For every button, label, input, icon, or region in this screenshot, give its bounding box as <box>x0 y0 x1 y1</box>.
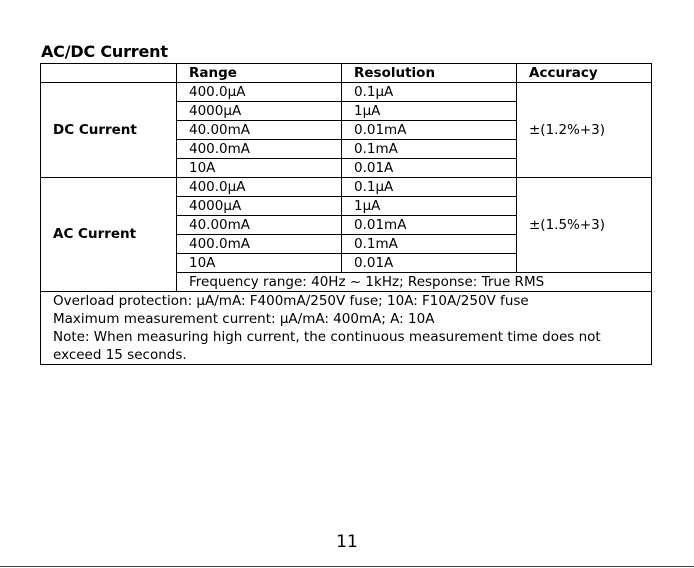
range-cell: 10A <box>177 159 342 178</box>
table-row <box>41 178 652 197</box>
range-cell: 400.0mA <box>177 235 342 254</box>
ac-accuracy: ±(1.5%+3) <box>517 178 652 273</box>
resolution-cell: 0.1μA <box>342 178 517 197</box>
resolution-cell: 0.01A <box>342 159 517 178</box>
overload-protection-note: Overload protection: μA/mA: F400mA/250V fuse; 10A: F10A/250V fuse <box>53 293 529 309</box>
range-cell: 4000μA <box>177 102 342 121</box>
table-row <box>41 83 652 102</box>
bottom-rule <box>0 566 694 567</box>
resolution-cell: 0.01mA <box>342 216 517 235</box>
range-cell: 40.00mA <box>177 121 342 140</box>
section-title: AC/DC Current <box>41 42 168 61</box>
resolution-cell: 0.1mA <box>342 235 517 254</box>
resolution-cell: 0.01mA <box>342 121 517 140</box>
range-cell: 400.0μA <box>177 178 342 197</box>
resolution-cell: 0.1μA <box>342 83 517 102</box>
range-cell: 400.0μA <box>177 83 342 102</box>
header-accuracy: Accuracy <box>517 64 652 83</box>
resolution-cell: 1μA <box>342 197 517 216</box>
resolution-cell: 0.01A <box>342 254 517 273</box>
ac-current-label: AC Current <box>41 178 177 292</box>
header-range: Range <box>177 64 342 83</box>
resolution-cell: 1μA <box>342 102 517 121</box>
page-number: 11 <box>336 532 358 552</box>
table-header-row <box>41 64 652 83</box>
resolution-cell: 0.1mA <box>342 140 517 159</box>
notes-cell <box>41 292 652 365</box>
range-cell: 4000μA <box>177 197 342 216</box>
measurement-time-note: Note: When measuring high current, the continuous measurement time does not exceed 15 seconds. <box>53 329 601 363</box>
header-blank <box>41 64 177 83</box>
ac-dc-current-spec-table <box>40 63 652 365</box>
dc-accuracy: ±(1.2%+3) <box>517 83 652 178</box>
range-cell: 400.0mA <box>177 140 342 159</box>
notes-row <box>41 292 652 365</box>
range-cell: 40.00mA <box>177 216 342 235</box>
frequency-note: Frequency range: 40Hz ~ 1kHz; Response: True RMS <box>177 273 652 292</box>
header-resolution: Resolution <box>342 64 517 83</box>
dc-current-label: DC Current <box>41 83 177 178</box>
max-current-note: Maximum measurement current: μA/mA: 400mA; A: 10A <box>53 311 435 327</box>
range-cell: 10A <box>177 254 342 273</box>
